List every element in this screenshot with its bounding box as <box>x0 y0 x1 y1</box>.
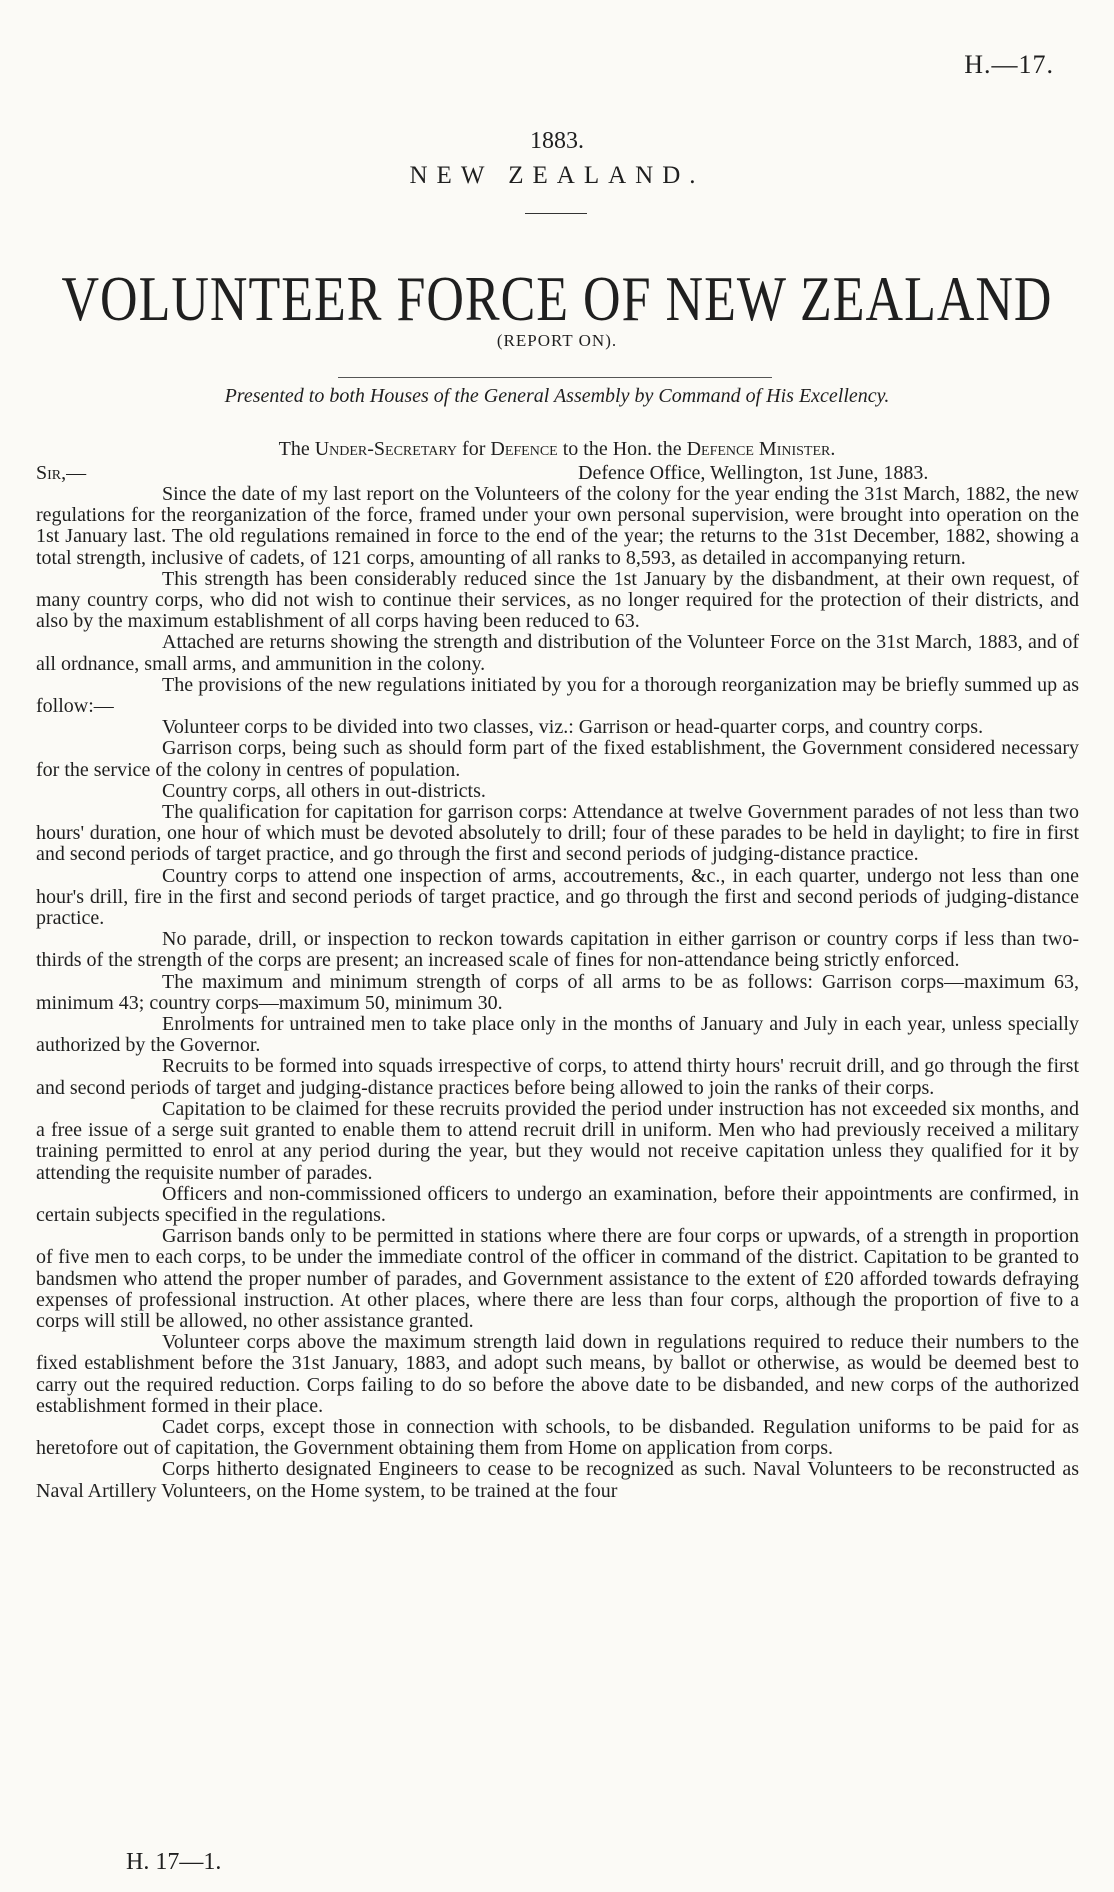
paragraph: Capitation to be claimed for these recruits provided the period under instruction has not exceeded six months, and a free issue of a serge suit granted to enable them to attend recruit drill in uniform. Men who had previously received a military training permitted to enrol at any period during the year, but they would not receive capitation unless they qualified for it by attending the requisite number of parades. <box>36 1097 1079 1184</box>
paragraph: Country corps to attend one inspection of arms, accoutrements, &c., in each quarter, undergo not less than one hour's drill, fire in the first and second periods of target practice, and go through the first and second periods of judging-distance practice. <box>36 864 1079 930</box>
paragraph: The maximum and minimum strength of corps of all arms to be as follows: Garrison corps—maximum 63, minimum 43; country corps—maximum 50, minimum 30. <box>36 970 1079 1014</box>
paragraph: This strength has been considerably reduced since the 1st January by the disbandment, at their own request, of many country corps, who did not wish to continue their services, as no longer required for the protection of their districts, and also by the maximum establishment of all corps having been reduced to 63. <box>36 567 1079 633</box>
address-text: The Under-Secretary for Defence to the Hon. the Defence Minister. <box>278 438 836 460</box>
country-heading: NEW ZEALAND. <box>409 162 705 189</box>
paragraph: Garrison corps, being such as should form part of the fixed establishment, the Government considered necessary for the service of the colony in centres of population. <box>36 737 1079 781</box>
paragraph: Recruits to be formed into squads irrespective of corps, to attend thirty hours' recruit drill, and go through the first and second periods of target and judging-distance practices before being allowed to join the ranks of their corps. <box>36 1055 1079 1099</box>
report-title: VOLUNTEER FORCE OF NEW ZEALAND <box>61 265 1053 335</box>
report-subtitle: (REPORT ON). <box>496 331 618 350</box>
paragraph: Officers and non-commissioned officers to undergo an examination, before their appointments are confirmed, in certain subjects specified in the regulations. <box>36 1182 1079 1226</box>
paragraph: Volunteer corps to be divided into two classes, viz.: Garrison or head-quarter corps, and country corps. <box>162 716 984 739</box>
paragraph: Country corps, all others in out-districts. <box>162 779 486 802</box>
paragraph: No parade, drill, or inspection to reckon towards capitation in either garrison or country corps if less than two-thirds of the strength of the corps are present; an increased scale of fines for non-attendance being strictly enforced. <box>36 928 1079 972</box>
paragraph: The provisions of the new regulations initiated by you for a thorough reorganization may be briefly summed up as follow:— <box>36 673 1079 718</box>
page-footer-reference: H. 17—1. <box>126 1849 222 1875</box>
paragraph: The qualification for capitation for garrison corps: Attendance at twelve Government parades of not less than two hours' duration, one hour of which must be devoted absolutely to drill; four of these parades to be held in daylight; to fire in first and second periods of target practice, and go through the first and second periods of judging-distance practice. <box>36 801 1079 866</box>
short-divider <box>525 213 587 214</box>
paragraph: Enrolments for untrained men to take place only in the months of January and July in each year, unless specially authorized by the Governor. <box>36 1013 1079 1057</box>
paragraph: Volunteer corps above the maximum strength laid down in regulations required to reduce their numbers to the fixed establishment before the 31st January, 1883, and adopt such means, by ballot or otherwise, as would be deemed best to carry out the required reduction. Corps failing to do so before the above date to be disbanded, and new corps of the authorized establishment formed in their place. <box>36 1331 1079 1417</box>
paragraph: Since the date of my last report on the Volunteers of the colony for the year ending the 31st March, 1882, the new regulations for the reorganization of the force, framed under your own personal supervision, were brought into operation on the 1st January last. The old regulations remained in force to the end of the year; the returns to the 31st December, 1882, showing a total strength, inclusive of cadets, of 121 corps, amounting of all ranks to 8,593, as detailed in accompanying return. <box>36 483 1079 569</box>
salutation: Sir,— <box>36 462 87 484</box>
presentation-line: Presented to both Houses of the General Assembly by Command of His Excellency. <box>224 385 890 407</box>
paragraph: Garrison bands only to be permitted in stations where there are four corps or upwards, of a strength in proportion of five men to each corps, to be under the immediate control of the officer in command of the district. Capitation to be granted to bandsmen who attend the proper number of parades, and Government assistance to the extent of £20 afforded towards defraying expenses of professional instruction. At other places, where there are less than four corps, although the proportion of five to a corps will still be allowed, no other assistance granted. <box>36 1225 1079 1332</box>
paragraph: Corps hitherto designated Engineers to cease to be recognized as such. Naval Volunteers to be reconstructed as Naval Artillery Volunteers, on the Home system, to be trained at the four <box>36 1458 1079 1502</box>
letter-body <box>36 484 1079 1502</box>
long-divider <box>338 377 772 378</box>
paragraph: Cadet corps, except those in connection with schools, to be disbanded. Regulation uniforms to be paid for as heretofore out of capitation, the Government obtaining them from Home on application from corps. <box>36 1415 1079 1460</box>
year-heading: 1883. <box>530 128 584 154</box>
paragraph: Attached are returns showing the strength and distribution of the Volunteer Force on the 31st March, 1883, and of all ordnance, small arms, and ammunition in the colony. <box>36 631 1079 675</box>
letter-address-line <box>0 438 1114 461</box>
dateline: Defence Office, Wellington, 1st June, 1883. <box>578 462 929 484</box>
paper-reference-number: H.—17. <box>964 50 1054 79</box>
